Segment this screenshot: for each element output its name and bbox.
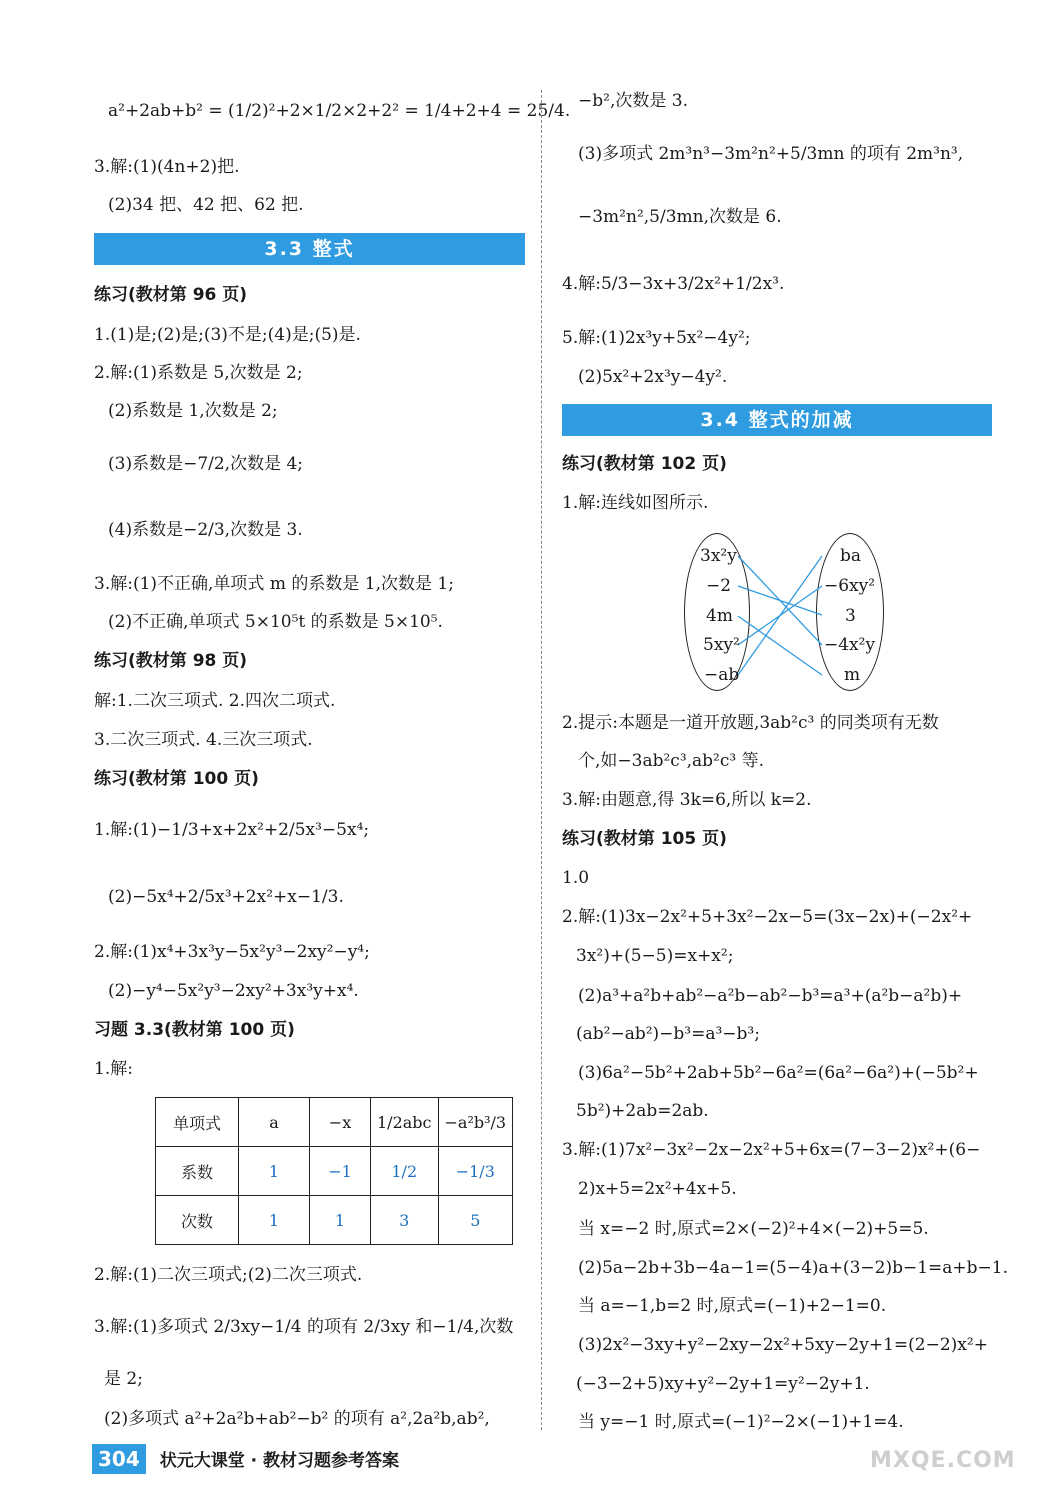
r-line-06: (2)5x²+2x³y−4y². [578, 367, 728, 387]
r-line-23: (3)2x²−3xy+y²−2xy−2x²+5xy−2y+1=(2−2)x²+ [578, 1335, 988, 1355]
ex96-q2-1: 2.解:(1)系数是 5,次数是 2; [94, 363, 303, 383]
left-item: −ab [704, 665, 740, 685]
r-line-09: 个,如−3ab²c³,ab²c³ 等. [578, 751, 765, 771]
xt33-q3-1b: 是 2; [104, 1369, 143, 1389]
right-item: −6xy² [824, 576, 876, 596]
book-title: 状元大课堂 · 教材习题参考答案 [159, 1451, 400, 1471]
r-line-05: 5.解:(1)2x³y+5x²−4y²; [562, 328, 751, 348]
right-item: ba [840, 546, 862, 566]
right-item: −4x²y [824, 635, 876, 655]
table-cell: 次数 [156, 1196, 239, 1245]
r-line-21: (2)5a−2b+3b−4a−1=(5−4)a+(3−2)b−1=a+b−1. [578, 1258, 1008, 1278]
subheading-ex98: 练习(教材第 98 页) [94, 651, 248, 671]
page-number: 304 [92, 1444, 146, 1474]
match-line [738, 586, 822, 615]
ex100-q2-2: (2)−y⁴−5x²y³−2xy²+3x³y+x⁴. [108, 981, 359, 1001]
subheading-xt33: 习题 3.3(教材第 100 页) [94, 1020, 295, 1040]
table-cell: a [239, 1098, 310, 1147]
match-line [738, 556, 822, 675]
section-header-3-3: 3.3 整式 [94, 233, 525, 265]
xt33-q3-1: 3.解:(1)多项式 2/3xy−1/4 的项有 2/3xy 和−1/4,次数 [94, 1317, 514, 1337]
ex100-q1-1: 1.解:(1)−1/3+x+2x²+2/5x³−5x⁴; [94, 820, 370, 840]
r-line-17: 5b²)+2ab=2ab. [576, 1101, 709, 1121]
watermark: MXQE.COM [870, 1448, 1016, 1473]
table-cell: −1/3 [438, 1147, 513, 1196]
ex96-q2-3: (3)系数是−7/2,次数是 4; [108, 454, 304, 474]
ex96-q3-1: 3.解:(1)不正确,单项式 m 的系数是 1,次数是 1; [94, 574, 454, 594]
r-line-15: (ab²−ab²)−b³=a³−b³; [576, 1024, 760, 1044]
ex98-line1: 解:1.二次三项式. 2.四次二项式. [94, 691, 336, 711]
ex96-q1: 1.(1)是;(2)是;(3)不是;(4)是;(5)是. [94, 325, 361, 345]
ex98-line2: 3.二次三项式. 4.三次三项式. [94, 730, 313, 750]
table-cell: 单项式 [156, 1098, 239, 1147]
r-line-03: −3m²n²,5/3mn,次数是 6. [578, 207, 782, 227]
r-line-01: −b²,次数是 3. [578, 91, 688, 111]
xt33-q3-2: (2)多项式 a²+2a²b+ab²−b² 的项有 a²,2a²b,ab², [104, 1409, 490, 1429]
left-item: 4m [706, 606, 733, 626]
ex96-q2-4: (4)系数是−2/3,次数是 3. [108, 520, 303, 540]
table-cell: −a²b³/3 [438, 1098, 513, 1147]
r-line-11: 1.0 [562, 868, 590, 888]
table-cell: 5 [438, 1196, 513, 1245]
r-line-13: 3x²)+(5−5)=x+x²; [576, 946, 734, 966]
line-3-answer: 3.解:(1)(4n+2)把. [94, 157, 240, 177]
r-line-24: (−3−2+5)xy+y²−2y+1=y²−2y+1. [576, 1374, 870, 1394]
subheading-ex100: 练习(教材第 100 页) [94, 769, 259, 789]
section-header-3-4: 3.4 整式的加减 [562, 404, 992, 436]
table-cell: 1 [310, 1196, 371, 1245]
page-footer [92, 1444, 399, 1474]
left-item: 3x²y [700, 546, 737, 566]
r-line-07: 1.解:连线如图所示. [562, 493, 709, 513]
table-cell: 1 [239, 1196, 310, 1245]
ex96-q2-2: (2)系数是 1,次数是 2; [108, 401, 278, 421]
r-line-04: 4.解:5/3−3x+3/2x²+1/2x³. [562, 274, 785, 294]
xt33-q1: 1.解: [94, 1059, 133, 1079]
table-cell: 1/2 [371, 1147, 439, 1196]
r-line-10: 3.解:由题意,得 3k=6,所以 k=2. [562, 790, 812, 810]
table-cell: 1/2abc [371, 1098, 439, 1147]
right-item: m [844, 665, 861, 685]
line-a2-expression: a²+2ab+b² = (1/2)²+2×1/2×2+2² = 1/4+2+4 = 25/4. [108, 101, 571, 121]
r-line-20: 当 x=−2 时,原式=2×(−2)²+4×(−2)+5=5. [578, 1219, 929, 1239]
ex100-q2-1: 2.解:(1)x⁴+3x³y−5x²y³−2xy²−y⁴; [94, 942, 370, 962]
r-line-14: (2)a³+a²b+ab²−a²b−ab²−b³=a³+(a²b−a²b)+ [578, 986, 963, 1006]
r-line-25: 当 y=−1 时,原式=(−1)²−2×(−1)+1=4. [578, 1412, 904, 1432]
table-cell: 系数 [156, 1147, 239, 1196]
r-line-12: 2.解:(1)3x−2x²+5+3x²−2x−5=(3x−2x)+(−2x²+ [562, 907, 973, 927]
subheading-ex96: 练习(教材第 96 页) [94, 285, 248, 305]
subheading-ex102: 练习(教材第 102 页) [562, 454, 727, 474]
ex96-q3-2: (2)不正确,单项式 5×10⁵t 的系数是 5×10⁵. [108, 612, 443, 632]
table-cell: −x [310, 1098, 371, 1147]
subheading-ex105: 练习(教材第 105 页) [562, 829, 727, 849]
table-cell: 1 [239, 1147, 310, 1196]
r-line-02: (3)多项式 2m³n³−3m²n²+5/3mn 的项有 2m³n³, [578, 144, 964, 164]
line-3-2-answer: (2)34 把、42 把、62 把. [108, 195, 304, 215]
xt33-q2: 2.解:(1)二次三项式;(2)二次三项式. [94, 1265, 363, 1285]
r-line-19: 2)x+5=2x²+4x+5. [578, 1179, 737, 1199]
ex100-q1-2: (2)−5x⁴+2/5x³+2x²+x−1/3. [108, 887, 344, 907]
left-item: 5xy² [703, 635, 740, 655]
r-line-08: 2.提示:本题是一道开放题,3ab²c³ 的同类项有无数 [562, 713, 939, 733]
table-cell: 3 [371, 1196, 439, 1245]
table-cell: −1 [310, 1147, 371, 1196]
r-line-18: 3.解:(1)7x²−3x²−2x−2x²+5+6x=(7−3−2)x²+(6− [562, 1140, 981, 1160]
match-line [738, 616, 822, 675]
left-item: −2 [706, 576, 732, 596]
r-line-22: 当 a=−1,b=2 时,原式=(−1)+2−1=0. [578, 1296, 887, 1316]
right-item: 3 [845, 606, 856, 626]
r-line-16: (3)6a²−5b²+2ab+5b²−6a²=(6a²−6a²)+(−5b²+ [578, 1063, 979, 1083]
